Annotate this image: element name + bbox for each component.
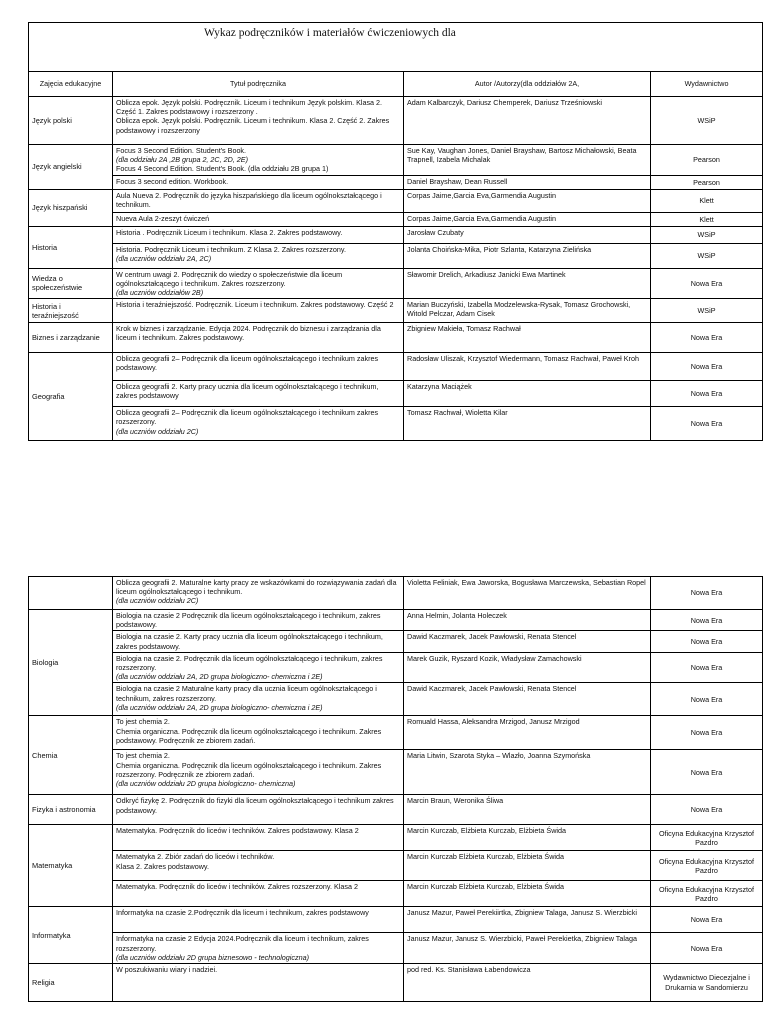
table-row (29, 407, 763, 441)
publisher-cell: Klett (651, 212, 763, 226)
class-note: (dla oddziału 2A ,2B grupa 2, 2C, 2D, 2E) (116, 155, 248, 165)
book-title-cell (113, 243, 404, 268)
book-title-cell (113, 268, 404, 299)
publisher-cell: Oficyna Edukacyjna Krzysztof Pazdro (651, 851, 763, 881)
author-cell: Jolanta Choińska-Mika, Piotr Szlanta, Katarzyna Zielińska (404, 243, 651, 268)
book-title-cell (113, 610, 404, 631)
book-title-cell (113, 907, 404, 933)
header-author: Autor /Autorzy(dla oddziałów 2A, (404, 72, 651, 97)
publisher-cell: WSiP (651, 299, 763, 323)
table-row (29, 175, 763, 189)
book-title-cell (113, 716, 404, 750)
author-cell: Marcin Kurczab, Elżbieta Kurczab, Elżbieta Świda (404, 825, 651, 851)
table-row (29, 299, 763, 323)
book-title-line: Biologia na czasie 2 Maturalne karty pracy dla ucznia liceum ogólnokształcącego i technikum, zakres rozszerzony. (116, 684, 377, 703)
book-title-line: To jest chemia 2. (116, 717, 170, 727)
book-title-cell (113, 212, 404, 226)
publisher-cell: Nowa Era (651, 907, 763, 933)
book-title-cell (113, 323, 404, 353)
table-row (29, 323, 763, 353)
author-cell: Radosław Uliszak, Krzysztof Wiedermann, Tomasz Rachwał, Paweł Kroh (404, 353, 651, 381)
publisher-cell: Oficyna Edukacyjna Krzysztof Pazdro (651, 881, 763, 907)
book-title-line: Informatyka na czasie 2 Edycja 2024.Podręcznik dla liceum i technikum, zakres rozszerzony. (116, 934, 369, 953)
publisher-cell: Nowa Era (651, 716, 763, 750)
book-title-cell (113, 795, 404, 825)
table-row (29, 750, 763, 795)
book-title-line: Nueva Aula 2-zeszyt ćwiczeń (116, 213, 210, 223)
book-title-line: Biologia na czasie 2 Podręcznik dla liceum ogólnokształcącego i technikum, zakres podstawowy. (116, 611, 381, 630)
header-publisher: Wydawnictwo (651, 72, 763, 97)
table-row (29, 189, 763, 212)
table-row (29, 268, 763, 299)
book-title-line: Aula Nueva 2. Podręcznik do języka hiszpańskiego dla liceum ogólnokształcącego i technikum. (116, 190, 382, 209)
publisher-cell: Nowa Era (651, 652, 763, 683)
author-cell: Romuald Hassa, Aleksandra Mrzigod, Janusz Mrzigod (404, 716, 651, 750)
book-title-line: Chemia organiczna. Podręcznik dla liceum ogólnokształcącego i technikum. Zakres rozszerzony. Podręcznik ze zbiorem zadań. (116, 760, 382, 779)
publisher-cell: Nowa Era (651, 795, 763, 825)
table-row (29, 716, 763, 750)
publisher-cell: Wydawnictwo Diecezjalne i Drukarnia w Sandomierzu (651, 964, 763, 1002)
table-row (29, 907, 763, 933)
book-title-cell (113, 652, 404, 683)
class-note: (dla uczniów oddziału 2C) (116, 596, 199, 606)
table-row (29, 381, 763, 407)
subject-cell: Biologia (29, 610, 113, 716)
author-cell: Anna Helmin, Jolanta Holeczek (404, 610, 651, 631)
author-cell: Daniel Brayshaw, Dean Russell (404, 175, 651, 189)
publisher-cell: Nowa Era (651, 353, 763, 381)
subject-cell: Język polski (29, 97, 113, 145)
author-cell: Katarzyna Maciążek (404, 381, 651, 407)
publisher-cell: Nowa Era (651, 683, 763, 716)
publisher-cell: Nowa Era (651, 610, 763, 631)
subject-cell: Historia i teraźniejszość (29, 299, 113, 323)
publisher-cell: Oficyna Edukacyjna Krzysztof Pazdro (651, 825, 763, 851)
subject-cell: Geografia (29, 353, 113, 441)
class-note: (dla uczniów oddziału 2C) (116, 426, 199, 436)
table-row (29, 881, 763, 907)
book-title-line: Historia. Podręcznik Liceum i technikum. Z Klasa 2. Zakres rozszerzony. (116, 244, 346, 254)
book-title-cell (113, 189, 404, 212)
subject-cell: Język angielski (29, 145, 113, 190)
table-row (29, 964, 763, 1002)
publisher-cell: Nowa Era (651, 631, 763, 652)
author-cell: Jarosław Czubaty (404, 226, 651, 243)
author-cell: Marian Buczyński, Izabella Modzelewska-Rysak, Tomasz Grochowski, Witold Pelczar, Adam Cisek (404, 299, 651, 323)
book-title-cell (113, 299, 404, 323)
book-title-line: Odkryć fizykę 2. Podręcznik do fizyki dla liceum ogólnokształcącego i technikum zakres podstawowy. (116, 796, 394, 815)
table-row (29, 631, 763, 652)
class-note: (dla uczniów oddziału 2D grupa biznesowo - technologiczna) (116, 952, 309, 962)
book-title-line: Chemia organiczna. Podręcznik dla liceum ogólnokształcącego i technikum. Zakres podstawowy. Podręcznik ze zbiorem zadań. (116, 726, 382, 745)
subject-cell: Historia (29, 226, 113, 268)
publisher-cell: Nowa Era (651, 577, 763, 610)
class-note: (dla uczniów oddziału 2A, 2C) (116, 253, 212, 263)
author-cell: Marcin Kurczab Elżbieta Kurczab, Elżbieta Świda (404, 851, 651, 881)
book-title-line: Klasa 2. Zakres podstawowy. (116, 861, 209, 871)
publisher-cell: Nowa Era (651, 933, 763, 964)
author-cell: Maria Litwin, Szarota Styka – Wlazło, Joanna Szymońska (404, 750, 651, 795)
publisher-cell: Nowa Era (651, 750, 763, 795)
publisher-cell: Klett (651, 189, 763, 212)
author-cell: Marek Guzik, Ryszard Kozik, Władysław Zamachowski (404, 652, 651, 683)
subject-cell: Religia (29, 964, 113, 1002)
book-title-line: Oblicza geografii 2. Karty pracy ucznia dla liceum ogólnokształcącego i technikum, zakres podstawowy (116, 382, 379, 401)
book-title-line: Focus 3 second edition. Workbook. (116, 176, 229, 186)
table-row (29, 652, 763, 683)
book-title-cell (113, 683, 404, 716)
book-title-line: Oblicza epok. Język polski. Podręcznik. Liceum i technikum. Klasa 2. Część 2. Zakres podstawowy i rozszerzony (116, 116, 390, 135)
author-cell: Corpas Jaime,Garcia Eva,Garmendia Augustin (404, 212, 651, 226)
book-title-cell (113, 750, 404, 795)
table-row (29, 851, 763, 881)
table-row (29, 610, 763, 631)
author-cell: Violetta Feliniak, Ewa Jaworska, Bogusława Marczewska, Sebastian Ropel (404, 577, 651, 610)
publisher-cell: WSiP (651, 226, 763, 243)
subject-cell: Fizyka i astronomia (29, 795, 113, 825)
textbook-table-page-1 (28, 22, 763, 441)
textbook-table-page-2 (28, 576, 763, 1002)
book-title-line: Historia i teraźniejszość. Podręcznik. Liceum i technikum. Zakres podstawowy. Część 2 (116, 300, 394, 310)
book-title-cell (113, 825, 404, 851)
table-row (29, 97, 763, 145)
book-title-line: Matematyka 2. Zbiór zadań do liceów i techników. (116, 852, 275, 862)
book-title-line: Matematyka. Podręcznik do liceów i techników. Zakres rozszerzony. Klasa 2 (116, 882, 358, 892)
table-row (29, 933, 763, 964)
table-row (29, 795, 763, 825)
book-title-line: Krok w biznes i zarządzanie. Edycja 2024. Podręcznik do biznesu i zarządzania dla liceum i technikum. Zakres podstawowy. (116, 324, 381, 343)
author-cell: Janusz Mazur, Paweł Perekiirtka, Zbigniew Talaga, Janusz S. Wierzbicki (404, 907, 651, 933)
book-title-line: Oblicza epok. Język polski. Podręcznik. Liceum i technikum Język polskim. Klasa 2. Część 1. Zakres podstawowy i rozszerzony . (116, 98, 383, 117)
table-row (29, 226, 763, 243)
book-title-line: Oblicza geografii 2– Podręcznik dla liceum ogólnokształcącego i technikum zakres podstawowy. (116, 354, 379, 373)
header-book: Tytuł podręcznika (113, 72, 404, 97)
author-cell: Marcin Kurczab Elżbieta Kurczab, Elżbieta Świda (404, 881, 651, 907)
subject-cell (29, 577, 113, 610)
book-title-line: Biologia na czasie 2. Podręcznik dla liceum ogólnokształcącego i technikum, zakres rozszerzony. (116, 653, 383, 673)
table-row (29, 825, 763, 851)
book-title-cell (113, 175, 404, 189)
class-note: (dla uczniów oddziałów 2B) (116, 288, 204, 298)
book-title-cell (113, 631, 404, 652)
book-title-line: W centrum uwagi 2. Podręcznik do wiedzy o społeczeństwie dla liceum ogólnokształcącego i technikum. Zakres rozszerzony. (116, 269, 343, 288)
book-title-cell (113, 964, 404, 1002)
author-cell: Janusz Mazur, Janusz S. Wierzbicki, Paweł Perekietka, Zbigniew Talaga (404, 933, 651, 964)
book-title-cell (113, 353, 404, 381)
table-row (29, 145, 763, 176)
table-row (29, 212, 763, 226)
book-title-cell (113, 851, 404, 881)
author-cell: pod red. Ks. Stanisława Łabendowicza (404, 964, 651, 1002)
subject-cell: Informatyka (29, 907, 113, 964)
publisher-cell: Nowa Era (651, 407, 763, 441)
publisher-cell: Nowa Era (651, 381, 763, 407)
class-note: (dla uczniów oddziału 2A, 2D grupa biologiczno- chemiczna i 2E) (116, 672, 323, 682)
book-title-line: Historia . Podręcznik Liceum i technikum. Klasa 2. Zakres podstawowy. (116, 227, 343, 237)
header-row (29, 72, 763, 97)
publisher-cell: Nowa Era (651, 268, 763, 299)
book-title-cell (113, 577, 404, 610)
author-cell: Tomasz Rachwał, Wioletta Kilar (404, 407, 651, 441)
author-cell: Dawid Kaczmarek, Jacek Pawłowski, Renata Stencel (404, 631, 651, 652)
book-title-cell (113, 881, 404, 907)
book-title-line: Biologia na czasie 2. Karty pracy ucznia dla liceum ogólnokształcącego i technikum, zakres podstawowy. (116, 632, 383, 651)
class-note: (dla uczniów oddziału 2D grupa biologiczno- chemiczna) (116, 779, 296, 789)
publisher-cell: Nowa Era (651, 323, 763, 353)
table-row (29, 683, 763, 716)
author-cell: Dawid Kaczmarek, Jacek Pawłowski, Renata Stencel (404, 683, 651, 716)
subject-cell: Biznes i zarządzanie (29, 323, 113, 353)
book-title-line: Matematyka. Podręcznik do liceów i techników. Zakres podstawowy. Klasa 2 (116, 826, 359, 836)
subject-cell: Chemia (29, 716, 113, 795)
book-title-cell (113, 226, 404, 243)
author-cell: Corpas Jaime,Garcia Eva,Garmendia Augustin (404, 189, 651, 212)
author-cell: Adam Kalbarczyk, Dariusz Chemperek, Dariusz Trześniowski (404, 97, 651, 145)
publisher-cell: WSiP (651, 97, 763, 145)
book-title-line: To jest chemia 2. (116, 751, 170, 761)
subject-cell: Wiedza o społeczeństwie (29, 268, 113, 299)
book-title-line: Focus 4 Second Edition. Student's Book. (dla oddziału 2B grupa 1) (116, 164, 329, 174)
class-note: (dla uczniów oddziału 2A, 2D grupa biologiczno- chemiczna i 2E) (116, 702, 323, 712)
book-title-line: Informatyka na czasie 2.Podręcznik dla liceum i technikum, zakres podstawowy (116, 908, 369, 918)
subject-cell: Matematyka (29, 825, 113, 907)
book-title-line: Oblicza geografii 2– Podręcznik dla liceum ogólnokształcącego i technikum zakres rozszerzony. (116, 408, 379, 427)
table-row (29, 353, 763, 381)
table-row (29, 243, 763, 268)
book-title-line: Oblicza geografii 2. Maturalne karty pracy ze wskazówkami do rozwiązywania zadań dla liceum ogólnokształcącego i technikum. (116, 578, 397, 597)
publisher-cell: Pearson (651, 145, 763, 176)
document-title: Wykaz podręczników i materiałów ćwiczeniowych dla (29, 23, 763, 72)
author-cell: Sławomir Drelich, Arkadiusz Janicki Ewa Martinek (404, 268, 651, 299)
author-cell: Zbigniew Makieła, Tomasz Rachwał (404, 323, 651, 353)
publisher-cell: Pearson (651, 175, 763, 189)
author-cell: Sue Kay, Vaughan Jones, Daniel Brayshaw, Bartosz Michałowski, Beata Trapnell, Izabela Michalak (404, 145, 651, 176)
book-title-line: Focus 3 Second Edition. Student's Book. (116, 146, 247, 155)
book-title-cell (113, 933, 404, 964)
book-title-cell (113, 145, 404, 176)
author-cell: Marcin Braun, Weronika Śliwa (404, 795, 651, 825)
book-title-cell (113, 381, 404, 407)
header-subject: Zajęcia edukacyjne (29, 72, 113, 97)
subject-cell: Język hiszpański (29, 189, 113, 226)
table-row (29, 577, 763, 610)
book-title-line: W poszukiwaniu wiary i nadziei. (116, 965, 218, 975)
book-title-cell (113, 97, 404, 145)
publisher-cell: WSiP (651, 243, 763, 268)
book-title-cell (113, 407, 404, 441)
